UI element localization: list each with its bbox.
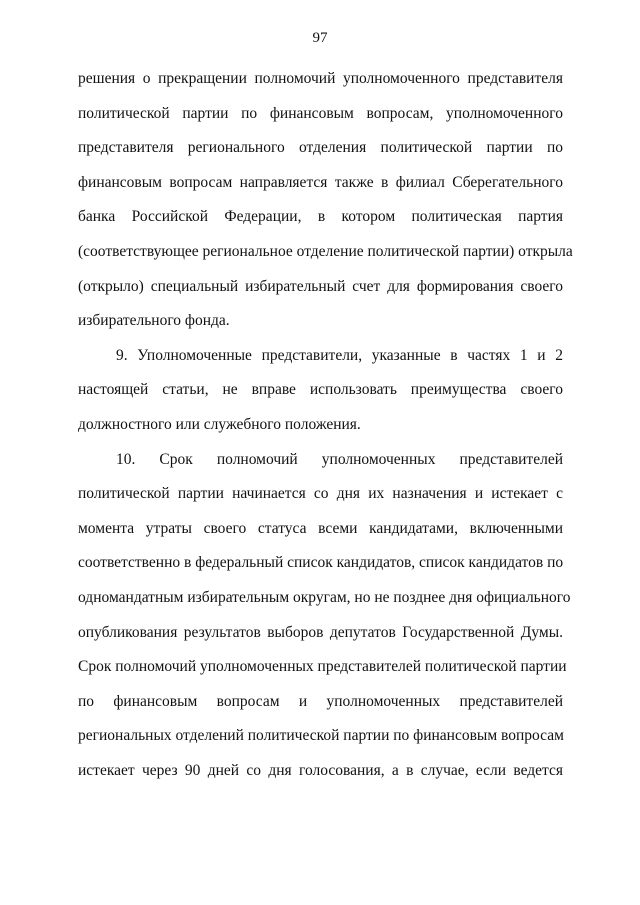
document-body	[78, 62, 573, 788]
text-line: банка Российской Федерации, в котором политическая партия	[78, 208, 563, 226]
text-line: представителя регионального отделения политической партии по	[78, 139, 563, 157]
text-line: (соответствующее региональное отделение политической партии) открыла	[78, 242, 573, 260]
text-line: политической партии по финансовым вопросам, уполномоченного	[78, 104, 563, 122]
text-line: (открыло) специальный избирательный счет для формирования своего	[78, 277, 563, 295]
text-line: истекает через 90 дней со дня голосования, а в случае, если ведется	[78, 761, 563, 779]
text-line: по финансовым вопросам и уполномоченных представителей	[78, 692, 563, 710]
text-line: 10. Срок полномочий уполномоченных представителей	[116, 450, 563, 468]
text-line: финансовым вопросам направляется также в филиал Сберегательного	[78, 173, 563, 191]
page-number: 97	[312, 30, 328, 46]
text-line: одномандатным избирательным округам, но не позднее дня официального	[78, 588, 571, 606]
text-line: момента утраты своего статуса всеми кандидатами, включенными	[78, 519, 563, 537]
text-line: соответственно в федеральный список кандидатов, список кандидатов по	[78, 554, 564, 572]
text-line: политической партии начинается со дня их назначения и истекает с	[78, 485, 563, 503]
text-line: должностного или служебного положения.	[78, 415, 361, 433]
text-line: настоящей статьи, не вправе использовать преимущества своего	[78, 381, 563, 399]
text-line: Срок полномочий уполномоченных представителей политической партии	[78, 658, 567, 676]
text-line: 9. Уполномоченные представители, указанные в частях 1 и 2	[116, 346, 563, 364]
text-line: избирательного фонда.	[78, 312, 230, 330]
text-line: опубликования результатов выборов депутатов Государственной Думы.	[78, 623, 563, 641]
text-line: решения о прекращении полномочий уполномоченного представителя	[78, 70, 563, 87]
text-line: региональных отделений политической партии по финансовым вопросам	[78, 727, 564, 745]
